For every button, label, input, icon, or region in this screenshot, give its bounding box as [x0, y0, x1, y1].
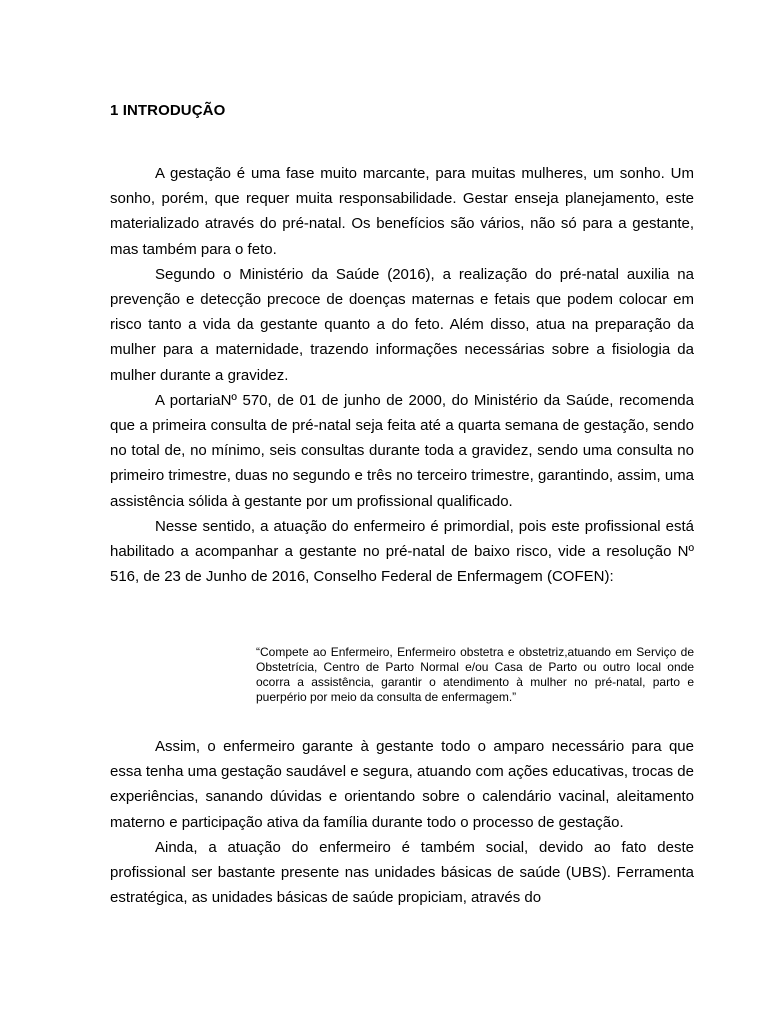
- paragraph: Ainda, a atuação do enfermeiro é também social, devido ao fato deste profissional ser bastante presente nas unidades básicas de saúde (UBS). Ferramenta estratégica, as unidades básicas de saúde propiciam, através do: [110, 838, 694, 907]
- paragraph: A portariaNº 570, de 01 de junho de 2000, do Ministério da Saúde, recomenda que a primeira consulta de pré-natal seja feita até a quarta semana de gestação, sendo no total de, no mínimo, seis consultas durante toda a gravidez, sendo uma consulta no primeiro trimestre, duas no segundo e três no terceiro trimestre, garantindo, assim, uma assistência sólida à gestante por um profissional qualificado.: [110, 391, 694, 510]
- body-text-after-quote: [110, 734, 694, 910]
- body-text-before-quote: [110, 161, 694, 589]
- section-heading: 1 INTRODUÇÃO: [110, 102, 226, 119]
- paragraph: A gestação é uma fase muito marcante, para muitas mulheres, um sonho. Um sonho, porém, que requer muita responsabilidade. Gestar enseja planejamento, este materializado através do pré-natal. Os benefícios são vários, não só para a gestante, mas também para o feto.: [110, 165, 694, 258]
- paragraph: Assim, o enfermeiro garante à gestante todo o amparo necessário para que essa tenha uma gestação saudável e segura, atuando com ações educativas, trocas de experiências, sanando dúvidas e orientando sobre o calendário vacinal, aleitamento materno e participação ativa da família durante todo o processo de gestação.: [110, 738, 694, 831]
- block-quote: “Compete ao Enfermeiro, Enfermeiro obstetra e obstetriz,atuando em Serviço de Obstetrícia, Centro de Parto Normal e/ou Casa de Parto ou outro local onde ocorra a assistência, garantir o atendimento à mulher no pré-natal, parto e puerpério por meio da consulta de enfermagem.”: [256, 645, 694, 704]
- paragraph: Nesse sentido, a atuação do enfermeiro é primordial, pois este profissional está habilitado a acompanhar a gestante no pré-natal de baixo risco, vide a resolução Nº 516, de 23 de Junho de 2016, Conselho Federal de Enfermagem (COFEN):: [110, 517, 694, 586]
- paragraph: Segundo o Ministério da Saúde (2016), a realização do pré-natal auxilia na prevenção e detecção precoce de doenças maternas e fetais que podem colocar em risco tanto a vida da gestante quanto a do feto. Além disso, atua na preparação da mulher para a maternidade, trazendo informações necessárias sobre a fisiologia da mulher durante a gravidez.: [110, 265, 694, 384]
